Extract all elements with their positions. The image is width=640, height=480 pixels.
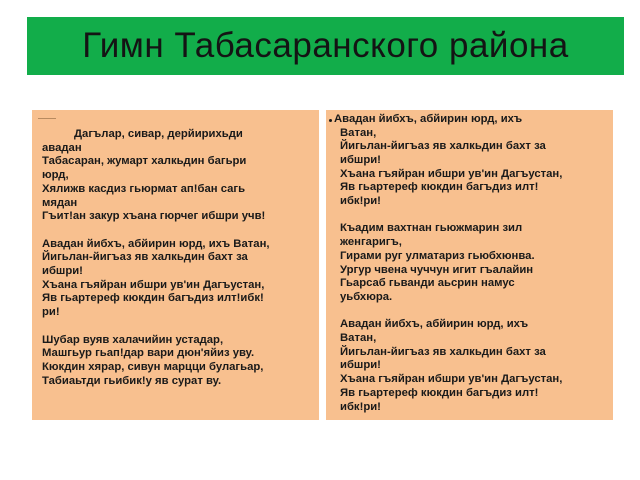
decorative-line — [38, 118, 56, 119]
right-text-panel — [326, 110, 613, 420]
right-body-text: Ватан, Йигьлан-йигъаз яв халкьдин бахт за ибшри! Хъана гъяйран ибшри ув'ин Дагъустан, Яв гьартереф кюкдин багъдиз илт! ибк!ри! Къадим вахтнан гьюжмарин зил женгаригъ, Гирами руг улматариз гьюбхюнва. Ургур чвена чуччун игит гъалайин Гьарсаб гьванди аьсрин намус уьбхюра. Авадан йибхъ, абйирин юрд, ихъ Ватан, Йигьлан-йигъаз яв халкьдин бахт за ибшри! Хъана гъяйран ибшри ув'ин Дагъустан, Яв гьартереф кюкдин багъдиз илт! ибк!ри! — [340, 126, 563, 413]
left-body-text: авадан Табасаран, жумарт халкьдин багьри юрд, Хялижв касдиз гьюрмат ап!бан сагь мядан Гъит!ан закур хъана гюрчег ибшри учв! Авадан йибхъ, абйирин юрд, ихъ Ватан, Йигьлан-йигъаз яв халкьдин бахт за ибшри! Хъана гъяйран ибшри ув'ин Дагъустан, Яв гьартереф кюкдин багъдиз илт!ибк! ри! Шубар вуяв халачийин устадар, Машгьур гьап!дар вари дюн'яйиз уву. Кюкдин хярар, сивун марцци булагьар, Табиаьтди гьибик!у яв сурат ву. — [42, 141, 270, 387]
left-first-line: Дагълар, сивар, дерйирихьди — [74, 128, 243, 140]
left-text-panel — [32, 110, 319, 420]
right-first-line: Авадан йибхъ, абйирин юрд, ихъ — [334, 113, 523, 125]
bullet-icon — [329, 119, 332, 122]
slide-title: Гимн Табасаранского района — [27, 17, 624, 75]
left-verse-text — [42, 128, 270, 388]
